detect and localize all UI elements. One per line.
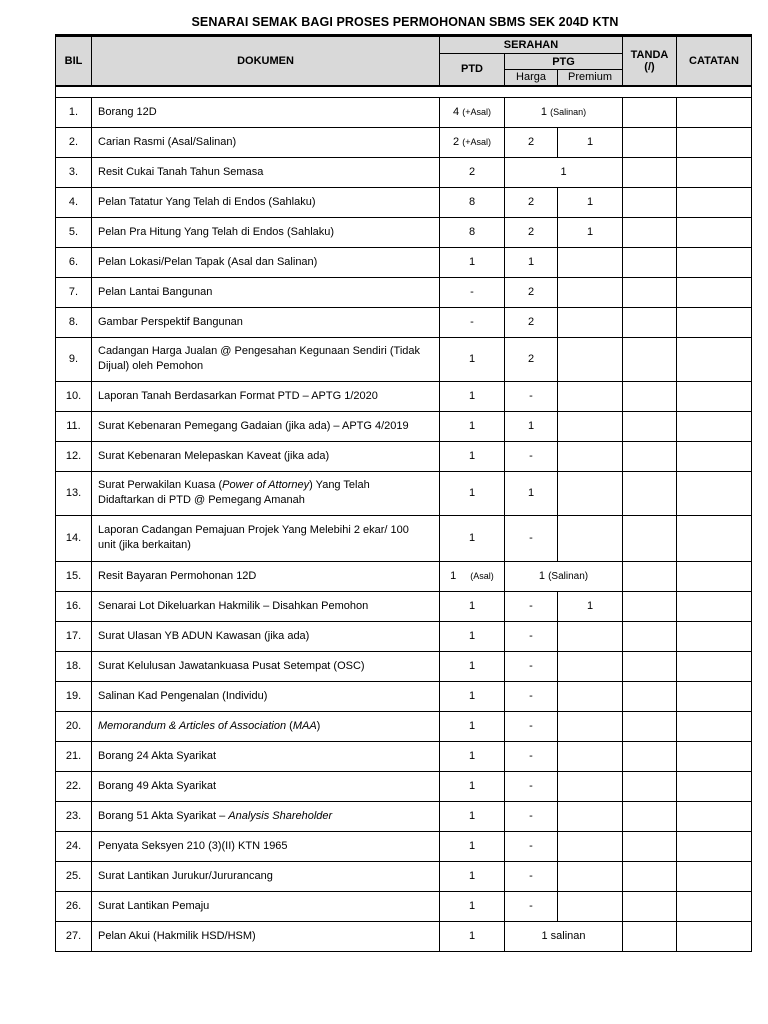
premium-cell: 1 [558, 127, 623, 157]
bil-cell: 24. [56, 831, 92, 861]
table-row [56, 921, 752, 951]
premium-cell [558, 307, 623, 337]
tanda-cell [623, 621, 677, 651]
checklist-table [55, 34, 752, 952]
tanda-cell [623, 247, 677, 277]
dokumen-cell: Pelan Pra Hitung Yang Telah di Endos (Sahlaku) [92, 217, 440, 247]
ptd-cell: 1 [440, 711, 505, 741]
bil-cell: 23. [56, 801, 92, 831]
harga-cell: - [505, 621, 558, 651]
ptd-cell: 1 [440, 801, 505, 831]
table-row [56, 891, 752, 921]
table-row [56, 277, 752, 307]
bil-cell: 7. [56, 277, 92, 307]
ptd-note: (Asal) [470, 571, 494, 581]
ptd-cell: 1 [440, 921, 505, 951]
ptg-merged-cell: 1 [505, 157, 623, 187]
catatan-cell [677, 891, 752, 921]
ptg-value: 1 [538, 570, 546, 582]
ptd-cell: 8 [440, 187, 505, 217]
table-row [56, 187, 752, 217]
ptd-cell: 1 [440, 651, 505, 681]
premium-cell [558, 831, 623, 861]
table-row [56, 471, 752, 515]
dokumen-italic-text: MAA [292, 719, 317, 732]
harga-cell: - [505, 771, 558, 801]
dokumen-cell: Salinan Kad Pengenalan (Individu) [92, 681, 440, 711]
bil-cell: 13. [56, 471, 92, 515]
premium-cell [558, 277, 623, 307]
dokumen-cell: Carian Rasmi (Asal/Salinan) [92, 127, 440, 157]
harga-cell: 1 [505, 247, 558, 277]
harga-cell: 2 [505, 307, 558, 337]
tanda-cell [623, 831, 677, 861]
ptd-value: 2 [453, 136, 460, 148]
table-row [56, 515, 752, 561]
premium-cell [558, 471, 623, 515]
catatan-cell [677, 771, 752, 801]
dokumen-italic-text: Power of Attorney [222, 479, 310, 491]
harga-cell: - [505, 891, 558, 921]
ptg-note: (Salinan) [548, 571, 589, 582]
ptd-cell: 1 [440, 381, 505, 411]
bil-cell: 4. [56, 187, 92, 217]
dokumen-cell: Surat Kelulusan Jawatankuasa Pusat Setempat (OSC) [92, 651, 440, 681]
tanda-cell [623, 561, 677, 591]
dokumen-line-2: unit (jika berkaitan) [98, 539, 191, 551]
dokumen-line-1: Cadangan Harga Jualan @ Pengesahan Kegunaan Sendiri (Tidak [98, 345, 421, 357]
table-body [56, 86, 752, 952]
bil-cell: 22. [56, 771, 92, 801]
dokumen-cell: Resit Cukai Tanah Tahun Semasa [92, 157, 440, 187]
harga-cell: - [505, 861, 558, 891]
header-tanda-label: TANDA [630, 48, 669, 61]
premium-cell [558, 801, 623, 831]
dokumen-cell [92, 711, 440, 741]
bil-cell: 18. [56, 651, 92, 681]
catatan-cell [677, 247, 752, 277]
catatan-cell [677, 217, 752, 247]
dokumen-italic-text: Analysis Shareholder [228, 809, 333, 822]
table-row [56, 651, 752, 681]
dokumen-text: Surat Perwakilan Kuasa ( [98, 479, 223, 491]
tanda-cell [623, 337, 677, 381]
harga-cell: - [505, 831, 558, 861]
tanda-cell [623, 307, 677, 337]
tanda-cell [623, 861, 677, 891]
dokumen-line-2: Didaftarkan di PTD @ Pemegang Amanah [98, 494, 305, 506]
catatan-cell [677, 277, 752, 307]
tanda-cell [623, 187, 677, 217]
catatan-cell [677, 861, 752, 891]
tanda-cell [623, 741, 677, 771]
table-row [56, 861, 752, 891]
harga-cell: - [505, 711, 558, 741]
catatan-cell [677, 381, 752, 411]
bil-cell: 20. [56, 711, 92, 741]
premium-cell: 1 [558, 187, 623, 217]
ptd-value: 4 [453, 106, 460, 118]
premium-cell [558, 411, 623, 441]
table-header [56, 36, 752, 86]
table-row [56, 337, 752, 381]
catatan-cell [677, 741, 752, 771]
table-row [56, 801, 752, 831]
header-catatan: CATATAN [677, 36, 752, 86]
dokumen-cell: Penyata Seksyen 210 (3)(II) KTN 1965 [92, 831, 440, 861]
ptd-note: (+Asal) [462, 137, 491, 147]
dokumen-text: ) [316, 719, 321, 732]
bil-cell: 2. [56, 127, 92, 157]
table-row [56, 247, 752, 277]
table-row [56, 127, 752, 157]
bil-cell: 25. [56, 861, 92, 891]
dokumen-cell: Pelan Lokasi/Pelan Tapak (Asal dan Salinan) [92, 247, 440, 277]
catatan-cell [677, 187, 752, 217]
header-harga: Harga [505, 70, 558, 86]
premium-cell: 1 [558, 591, 623, 621]
table-row [56, 591, 752, 621]
bil-cell: 26. [56, 891, 92, 921]
ptg-merged-cell [505, 97, 623, 127]
catatan-cell [677, 921, 752, 951]
dokumen-cell: Pelan Lantai Bangunan [92, 277, 440, 307]
ptd-cell [440, 127, 505, 157]
tanda-cell [623, 711, 677, 741]
tanda-cell [623, 591, 677, 621]
catatan-cell [677, 307, 752, 337]
table-row [56, 157, 752, 187]
premium-cell [558, 515, 623, 561]
premium-cell [558, 337, 623, 381]
bil-cell: 12. [56, 441, 92, 471]
tanda-cell [623, 411, 677, 441]
table-row [56, 561, 752, 591]
header-tanda [623, 36, 677, 86]
dokumen-cell: Resit Bayaran Permohonan 12D [92, 561, 440, 591]
harga-cell: 2 [505, 127, 558, 157]
ptd-cell: 1 [440, 471, 505, 515]
bil-cell: 10. [56, 381, 92, 411]
tanda-cell [623, 157, 677, 187]
dokumen-cell: Surat Ulasan YB ADUN Kawasan (jika ada) [92, 621, 440, 651]
premium-cell [558, 771, 623, 801]
catatan-cell [677, 591, 752, 621]
dokumen-cell: Senarai Lot Dikeluarkan Hakmilik – Disahkan Pemohon [92, 591, 440, 621]
bil-cell: 15. [56, 561, 92, 591]
dokumen-cell: Borang 24 Akta Syarikat [92, 741, 440, 771]
ptd-cell: 1 [440, 441, 505, 471]
tanda-cell [623, 515, 677, 561]
page-title: SENARAI SEMAK BAGI PROSES PERMOHONAN SBMS SEK 204D KTN [191, 15, 619, 29]
ptd-cell: 2 [440, 157, 505, 187]
dokumen-text: Borang 51 Akta Syarikat – [98, 809, 229, 822]
catatan-cell [677, 97, 752, 127]
dokumen-cell [92, 337, 440, 381]
ptg-merged-cell [505, 561, 623, 591]
ptd-cell: 1 [440, 621, 505, 651]
premium-cell: 1 [558, 217, 623, 247]
tanda-cell [623, 127, 677, 157]
ptd-value: 1 [450, 570, 457, 582]
catatan-cell [677, 711, 752, 741]
tanda-cell [623, 471, 677, 515]
ptd-cell: 1 [440, 831, 505, 861]
catatan-cell [677, 561, 752, 591]
catatan-cell [677, 801, 752, 831]
dokumen-line-2: Dijual) oleh Pemohon [98, 360, 204, 372]
table-row [56, 771, 752, 801]
harga-cell: - [505, 591, 558, 621]
premium-cell [558, 381, 623, 411]
harga-cell: - [505, 515, 558, 561]
bil-cell: 9. [56, 337, 92, 381]
ptd-cell [440, 561, 505, 591]
dokumen-text: ) Yang Telah [309, 479, 370, 491]
ptd-cell: - [440, 307, 505, 337]
tanda-cell [623, 921, 677, 951]
bil-cell: 27. [56, 921, 92, 951]
dokumen-cell: Pelan Akui (Hakmilik HSD/HSM) [92, 921, 440, 951]
ptd-cell: 1 [440, 247, 505, 277]
bil-cell: 11. [56, 411, 92, 441]
dokumen-cell: Pelan Tatatur Yang Telah di Endos (Sahlaku) [92, 187, 440, 217]
catatan-cell [677, 621, 752, 651]
premium-cell [558, 247, 623, 277]
header-ptg: PTG [505, 54, 623, 70]
catatan-cell [677, 127, 752, 157]
dokumen-italic-text: Memorandum & Articles of Association [98, 719, 287, 732]
catatan-cell [677, 471, 752, 515]
dokumen-cell: Surat Lantikan Jurukur/Jururancang [92, 861, 440, 891]
dokumen-cell [92, 515, 440, 561]
table-row [56, 307, 752, 337]
table-row [56, 711, 752, 741]
catatan-cell [677, 831, 752, 861]
dokumen-cell: Gambar Perspektif Bangunan [92, 307, 440, 337]
dokumen-cell [92, 801, 440, 831]
harga-cell: - [505, 681, 558, 711]
ptg-merged-cell: 1 salinan [505, 921, 623, 951]
dokumen-cell: Surat Lantikan Pemaju [92, 891, 440, 921]
premium-cell [558, 861, 623, 891]
ptd-cell: 8 [440, 217, 505, 247]
bil-cell: 6. [56, 247, 92, 277]
harga-cell: - [505, 381, 558, 411]
table-row [56, 681, 752, 711]
bil-cell: 1. [56, 97, 92, 127]
premium-cell [558, 651, 623, 681]
table-row [56, 831, 752, 861]
header-ptd: PTD [440, 54, 505, 86]
ptd-cell: 1 [440, 411, 505, 441]
harga-cell: 2 [505, 187, 558, 217]
catatan-cell [677, 651, 752, 681]
premium-cell [558, 711, 623, 741]
catatan-cell [677, 411, 752, 441]
dokumen-line-1 [98, 478, 433, 493]
dokumen-cell: Borang 49 Akta Syarikat [92, 771, 440, 801]
table-row [56, 741, 752, 771]
bil-cell: 8. [56, 307, 92, 337]
dokumen-cell: Borang 12D [92, 97, 440, 127]
premium-cell [558, 621, 623, 651]
tanda-cell [623, 651, 677, 681]
ptd-cell: 1 [440, 591, 505, 621]
spacer-row [56, 86, 752, 98]
harga-cell: 2 [505, 337, 558, 381]
catatan-cell [677, 157, 752, 187]
header-dokumen: DOKUMEN [92, 36, 440, 86]
dokumen-text: ( [286, 719, 293, 732]
harga-cell: - [505, 651, 558, 681]
bil-cell: 5. [56, 217, 92, 247]
premium-cell [558, 891, 623, 921]
ptg-value: 1 [540, 106, 548, 118]
ptg-note: (Salinan) [550, 107, 587, 117]
harga-cell: 1 [505, 411, 558, 441]
tanda-cell [623, 801, 677, 831]
tanda-cell [623, 97, 677, 127]
tanda-cell [623, 277, 677, 307]
ptd-cell: 1 [440, 861, 505, 891]
table-row [56, 381, 752, 411]
dokumen-cell: Surat Kebenaran Pemegang Gadaian (jika ada) – APTG 4/2019 [92, 411, 440, 441]
dokumen-line-1: Laporan Cadangan Pemajuan Projek Yang Melebihi 2 ekar/ 100 [98, 524, 409, 536]
catatan-cell [677, 681, 752, 711]
bil-cell: 3. [56, 157, 92, 187]
dokumen-cell [92, 471, 440, 515]
table-row [56, 411, 752, 441]
harga-cell: 2 [505, 217, 558, 247]
ptd-cell: 1 [440, 771, 505, 801]
harga-cell: - [505, 801, 558, 831]
tanda-cell [623, 891, 677, 921]
table-row [56, 97, 752, 127]
catatan-cell [677, 337, 752, 381]
header-tanda-mark: (/) [644, 60, 655, 73]
header-premium: Premium [558, 70, 623, 86]
harga-cell: 1 [505, 471, 558, 515]
ptd-cell: 1 [440, 741, 505, 771]
ptd-cell: 1 [440, 337, 505, 381]
tanda-cell [623, 441, 677, 471]
ptd-cell: - [440, 277, 505, 307]
bil-cell: 19. [56, 681, 92, 711]
catatan-cell [677, 515, 752, 561]
premium-cell [558, 681, 623, 711]
table-row [56, 621, 752, 651]
harga-cell: - [505, 741, 558, 771]
tanda-cell [623, 681, 677, 711]
dokumen-cell: Surat Kebenaran Melepaskan Kaveat (jika ada) [92, 441, 440, 471]
tanda-cell [623, 771, 677, 801]
ptd-cell: 1 [440, 891, 505, 921]
ptd-cell: 1 [440, 681, 505, 711]
premium-cell [558, 741, 623, 771]
header-bil: BIL [56, 36, 92, 86]
catatan-cell [677, 441, 752, 471]
ptd-cell [440, 97, 505, 127]
premium-cell [558, 441, 623, 471]
ptd-note: (+Asal) [462, 107, 491, 117]
bil-cell: 16. [56, 591, 92, 621]
bil-cell: 17. [56, 621, 92, 651]
tanda-cell [623, 217, 677, 247]
bil-cell: 14. [56, 515, 92, 561]
table-row [56, 217, 752, 247]
harga-cell: - [505, 441, 558, 471]
ptd-cell: 1 [440, 515, 505, 561]
harga-cell: 2 [505, 277, 558, 307]
bil-cell: 21. [56, 741, 92, 771]
tanda-cell [623, 381, 677, 411]
header-serahan: SERAHAN [440, 36, 623, 54]
table-row [56, 441, 752, 471]
dokumen-cell: Laporan Tanah Berdasarkan Format PTD – APTG 1/2020 [92, 381, 440, 411]
